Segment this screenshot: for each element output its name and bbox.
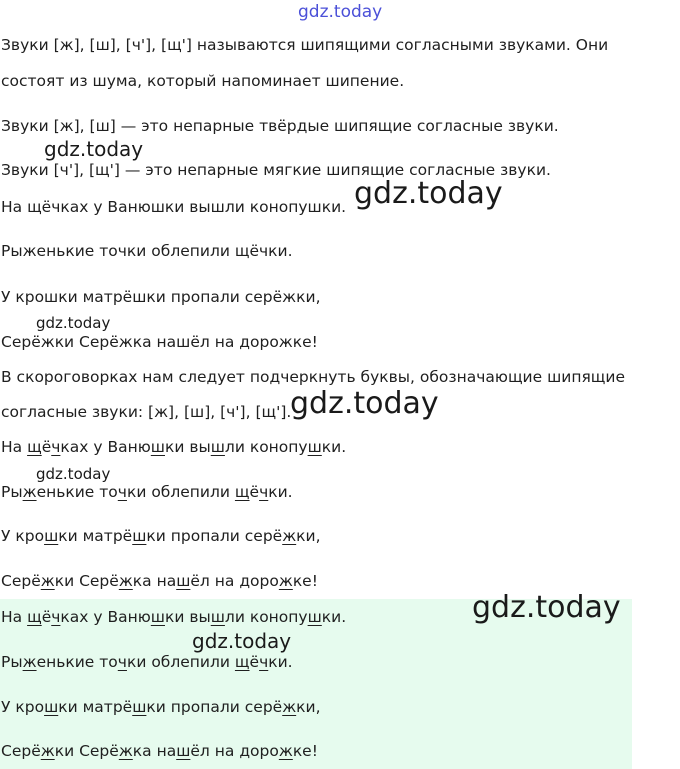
watermark-top: gdz.today	[298, 2, 383, 22]
tongue-twister-line: У крошки матрёшки пропали серёжки,	[1, 288, 321, 306]
watermark: gdz.today	[472, 590, 621, 625]
tongue-twister-line: Рыженькие точки облепили щёчки.	[1, 242, 293, 260]
tongue-twister-line: Серёжки Серёжка нашёл на дорожке!	[1, 333, 318, 351]
watermark: gdz.today	[354, 176, 503, 211]
task-line: В скороговорках нам следует подчеркнуть буквы, обозначающие шипящие	[1, 368, 626, 386]
answer-line: У крошки матрёшки пропали серёжки,	[1, 527, 321, 545]
watermark: gdz.today	[36, 465, 111, 483]
answer-line: Рыженькие точки облепили щёчки.	[1, 483, 293, 501]
watermark: gdz.today	[36, 314, 111, 332]
watermark: gdz.today	[290, 386, 439, 421]
theory-line: Звуки [ч'], [щ'] — это непарные мягкие шипящие согласные звуки.	[1, 161, 551, 179]
theory-line: Звуки [ж], [ш], [ч'], [щ'] называются шипящими согласными звуками. Они	[1, 36, 609, 54]
task-line: согласные звуки: [ж], [ш], [ч'], [щ'].	[1, 403, 292, 421]
answer-line: Рыженькие точки облепили щёчки.	[1, 653, 293, 671]
watermark: gdz.today	[192, 629, 292, 653]
answer-line: У крошки матрёшки пропали серёжки,	[1, 698, 321, 716]
watermark: gdz.today	[44, 137, 144, 161]
answer-line: Серёжки Серёжка нашёл на дорожке!	[1, 572, 318, 590]
answer-line: На щёчках у Ванюшки вышли конопушки.	[1, 608, 347, 626]
answer-line: На щёчках у Ванюшки вышли конопушки.	[1, 438, 347, 456]
answer-line: Серёжки Серёжка нашёл на дорожке!	[1, 742, 318, 760]
theory-line: Звуки [ж], [ш] — это непарные твёрдые шипящие согласные звуки.	[1, 117, 559, 135]
tongue-twister-line: На щёчках у Ванюшки вышли конопушки.	[1, 198, 347, 216]
theory-line: состоят из шума, который напоминает шипение.	[1, 72, 405, 90]
